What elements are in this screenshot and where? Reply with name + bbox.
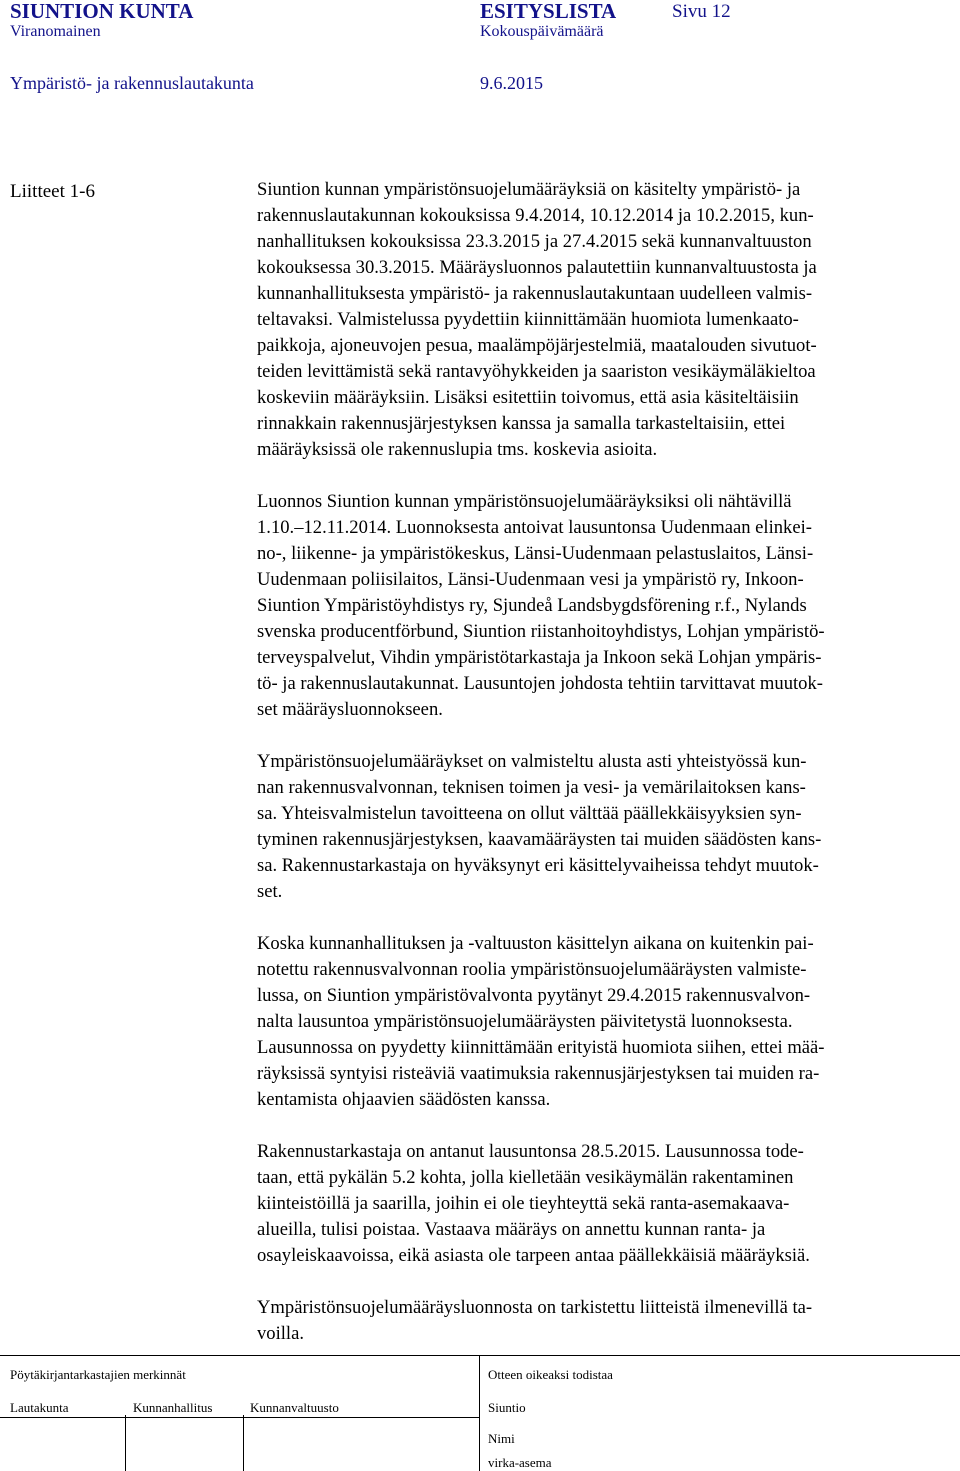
text-line: paikkoja, ajoneuvojen pesua, maalämpöjärjestelmiä, maatalouden sivutuot-	[257, 335, 817, 356]
text-line: sa. Rakennustarkastaja on hyväksynyt eri käsittelyvaiheissa tehdyt muutok-	[257, 855, 819, 876]
text-line: rinnakkain rakennusjärjestyksen kanssa ja samalla tarkasteltaisiin, ettei	[257, 413, 786, 434]
text-line: nalta lausuntoa ympäristönsuojelumääräysten päivitetystä luonnoksesta.	[257, 1011, 793, 1032]
text-line: osayleiskaavoissa, eikä asiasta ole tarpeen antaa päällekkäisiä määräyksiä.	[257, 1245, 810, 1266]
document-type: ESITYSLISTA	[480, 0, 617, 23]
meeting-date: 9.6.2015	[480, 73, 543, 93]
text-line: tyminen rakennusjärjestyksen, kaavamääräysten tai muiden säädösten kans-	[257, 829, 822, 850]
text-line: Ympäristönsuojelumääräykset on valmisteltu alusta asti yhteistyössä kun-	[257, 751, 807, 772]
checkers-label: Pöytäkirjantarkastajien merkinnät	[10, 1367, 186, 1382]
text-line: no-, liikenne- ja ympäristökeskus, Länsi-Uudenmaan pelastuslaitos, Länsi-	[257, 543, 814, 564]
text-line: notettu rakennusvalvonnan roolia ympäristönsuojelumääräysten valmiste-	[257, 959, 807, 980]
text-line: tö- ja rakennuslautakunnat. Lausuntojen johdosta tehtiin tarvittavat muutok-	[257, 673, 823, 694]
text-line: Siuntion kunnan ympäristönsuojelumääräyksiä on käsitelty ympäristö- ja	[257, 179, 801, 200]
text-line: kiinteistöillä ja saarilla, joihin ei ole tieyhteyttä sekä ranta-asemakaava-	[257, 1193, 790, 1214]
paragraph-gap	[257, 905, 947, 931]
text-line: Siuntion Ympäristöyhdistys ry, Sjundeå Landsbygdsförening r.f., Nylands	[257, 595, 807, 616]
footer-col-board: Lautakunta	[10, 1400, 69, 1415]
text-line: terveyspalvelut, Vihdin ympäristötarkastaja ja Inkoon sekä Lohjan ympäris-	[257, 647, 822, 668]
text-line: rakennuslautakunnan kokouksissa 9.4.2014, 10.12.2014 ja 10.2.2015, kun-	[257, 205, 814, 226]
certified-name: Nimi	[488, 1431, 515, 1446]
text-line: nanhallituksen kokouksissa 23.3.2015 ja 27.4.2015 sekä kunnanvaltuuston	[257, 231, 812, 252]
paragraph	[257, 931, 947, 1113]
attachments-label: Liitteet 1-6	[10, 181, 95, 202]
board-name: Ympäristö- ja rakennuslautakunta	[10, 73, 254, 93]
footer-divider	[479, 1355, 480, 1471]
text-line: kokouksessa 30.3.2015. Määräysluonnos palautettiin kunnanvaltuustosta ja	[257, 257, 817, 278]
text-line: määräyksissä ole rakennuslupia tms. koskevia asioita.	[257, 439, 658, 460]
paragraph-gap	[257, 723, 947, 749]
text-line: Ympäristönsuojelumääräysluonnosta on tarkistettu liitteistä ilmenevillä ta-	[257, 1297, 813, 1318]
text-line: kunnanhallituksesta ympäristö- ja rakennuslautakuntaan uudelleen valmis-	[257, 283, 813, 304]
text-line: set määräysluonnokseen.	[257, 699, 443, 720]
text-line: teiden levittämistä sekä rantavyöhykkeiden ja saariston vesikäymäläkieltoa	[257, 361, 816, 382]
text-line: lussa, on Siuntion ympäristövalvonta pyytänyt 29.4.2015 rakennusvalvon-	[257, 985, 811, 1006]
footer-col-divider-1	[125, 1415, 126, 1471]
text-line: set.	[257, 881, 283, 902]
municipality-name: SIUNTION KUNTA	[10, 0, 194, 23]
text-line: Lausunnossa on pyydetty kiinnittämään erityistä huomiota siihen, ettei mää-	[257, 1037, 825, 1058]
certified-label: Otteen oikeaksi todistaa	[488, 1367, 613, 1382]
text-line: teltavaksi. Valmistelussa pyydettiin kiinnittämään huomiota lumenkaato-	[257, 309, 799, 330]
paragraph	[257, 1295, 947, 1347]
paragraph-gap	[257, 1113, 947, 1139]
text-line: Luonnos Siuntion kunnan ympäristönsuojelumääräyksiksi oli nähtävillä	[257, 491, 792, 512]
paragraph	[257, 749, 947, 905]
text-line: koskeviin määräyksiin. Lisäksi esitettiin toivomus, että asia käsiteltäisiin	[257, 387, 799, 408]
text-line: Koska kunnanhallituksen ja -valtuuston käsittelyn aikana on kuitenkin pai-	[257, 933, 814, 954]
text-line: svenska producentförbund, Siuntion riistanhoitoyhdistys, Lohjan ympäristö-	[257, 621, 825, 642]
text-line: sa. Yhteisvalmistelun tavoitteena on ollut välttää päällekkäisyyksien syn-	[257, 803, 802, 824]
text-line: voilla.	[257, 1323, 304, 1344]
text-line: räyksissä syntyisi risteäviä vaatimuksia rakennusjärjestyksen tai muiden ra-	[257, 1063, 820, 1084]
text-line: kentamista ohjaavien säädösten kanssa.	[257, 1089, 551, 1110]
certified-place: Siuntio	[488, 1400, 526, 1415]
paragraph-gap	[257, 463, 947, 489]
paragraph	[257, 177, 947, 463]
footer-col-rule	[0, 1417, 479, 1418]
text-line: Uudenmaan poliisilaitos, Länsi-Uudenmaan vesi ja ympäristö ry, Inkoon-	[257, 569, 804, 590]
meeting-date-label: Kokouspäivämäärä	[480, 23, 604, 40]
paragraph	[257, 489, 947, 723]
paragraph	[257, 1139, 947, 1269]
footer-top-rule	[0, 1355, 960, 1356]
text-line: taan, että pykälän 5.2 kohta, jolla kielletään vesikäymälän rakentaminen	[257, 1167, 794, 1188]
text-line: Rakennustarkastaja on antanut lausuntonsa 28.5.2015. Lausunnossa tode-	[257, 1141, 804, 1162]
text-line: 1.10.–12.11.2014. Luonnoksesta antoivat lausuntonsa Uudenmaan elinkei-	[257, 517, 812, 538]
text-line: alueilla, tulisi poistaa. Vastaava määräys on annettu kunnan ranta- ja	[257, 1219, 766, 1240]
text-line: nan rakennusvalvonnan, teknisen toimen ja vesi- ja vemärilaitoksen kans-	[257, 777, 806, 798]
footer-col-government: Kunnanhallitus	[133, 1400, 213, 1415]
author-label: Viranomainen	[10, 23, 101, 40]
page-number: Sivu 12	[672, 1, 731, 22]
footer-col-council: Kunnanvaltuusto	[250, 1400, 339, 1415]
certified-title: virka-asema	[488, 1455, 552, 1470]
footer-col-divider-2	[243, 1415, 244, 1471]
footer-signature-area	[0, 1355, 960, 1471]
agenda-body	[257, 177, 947, 1347]
paragraph-gap	[257, 1269, 947, 1295]
